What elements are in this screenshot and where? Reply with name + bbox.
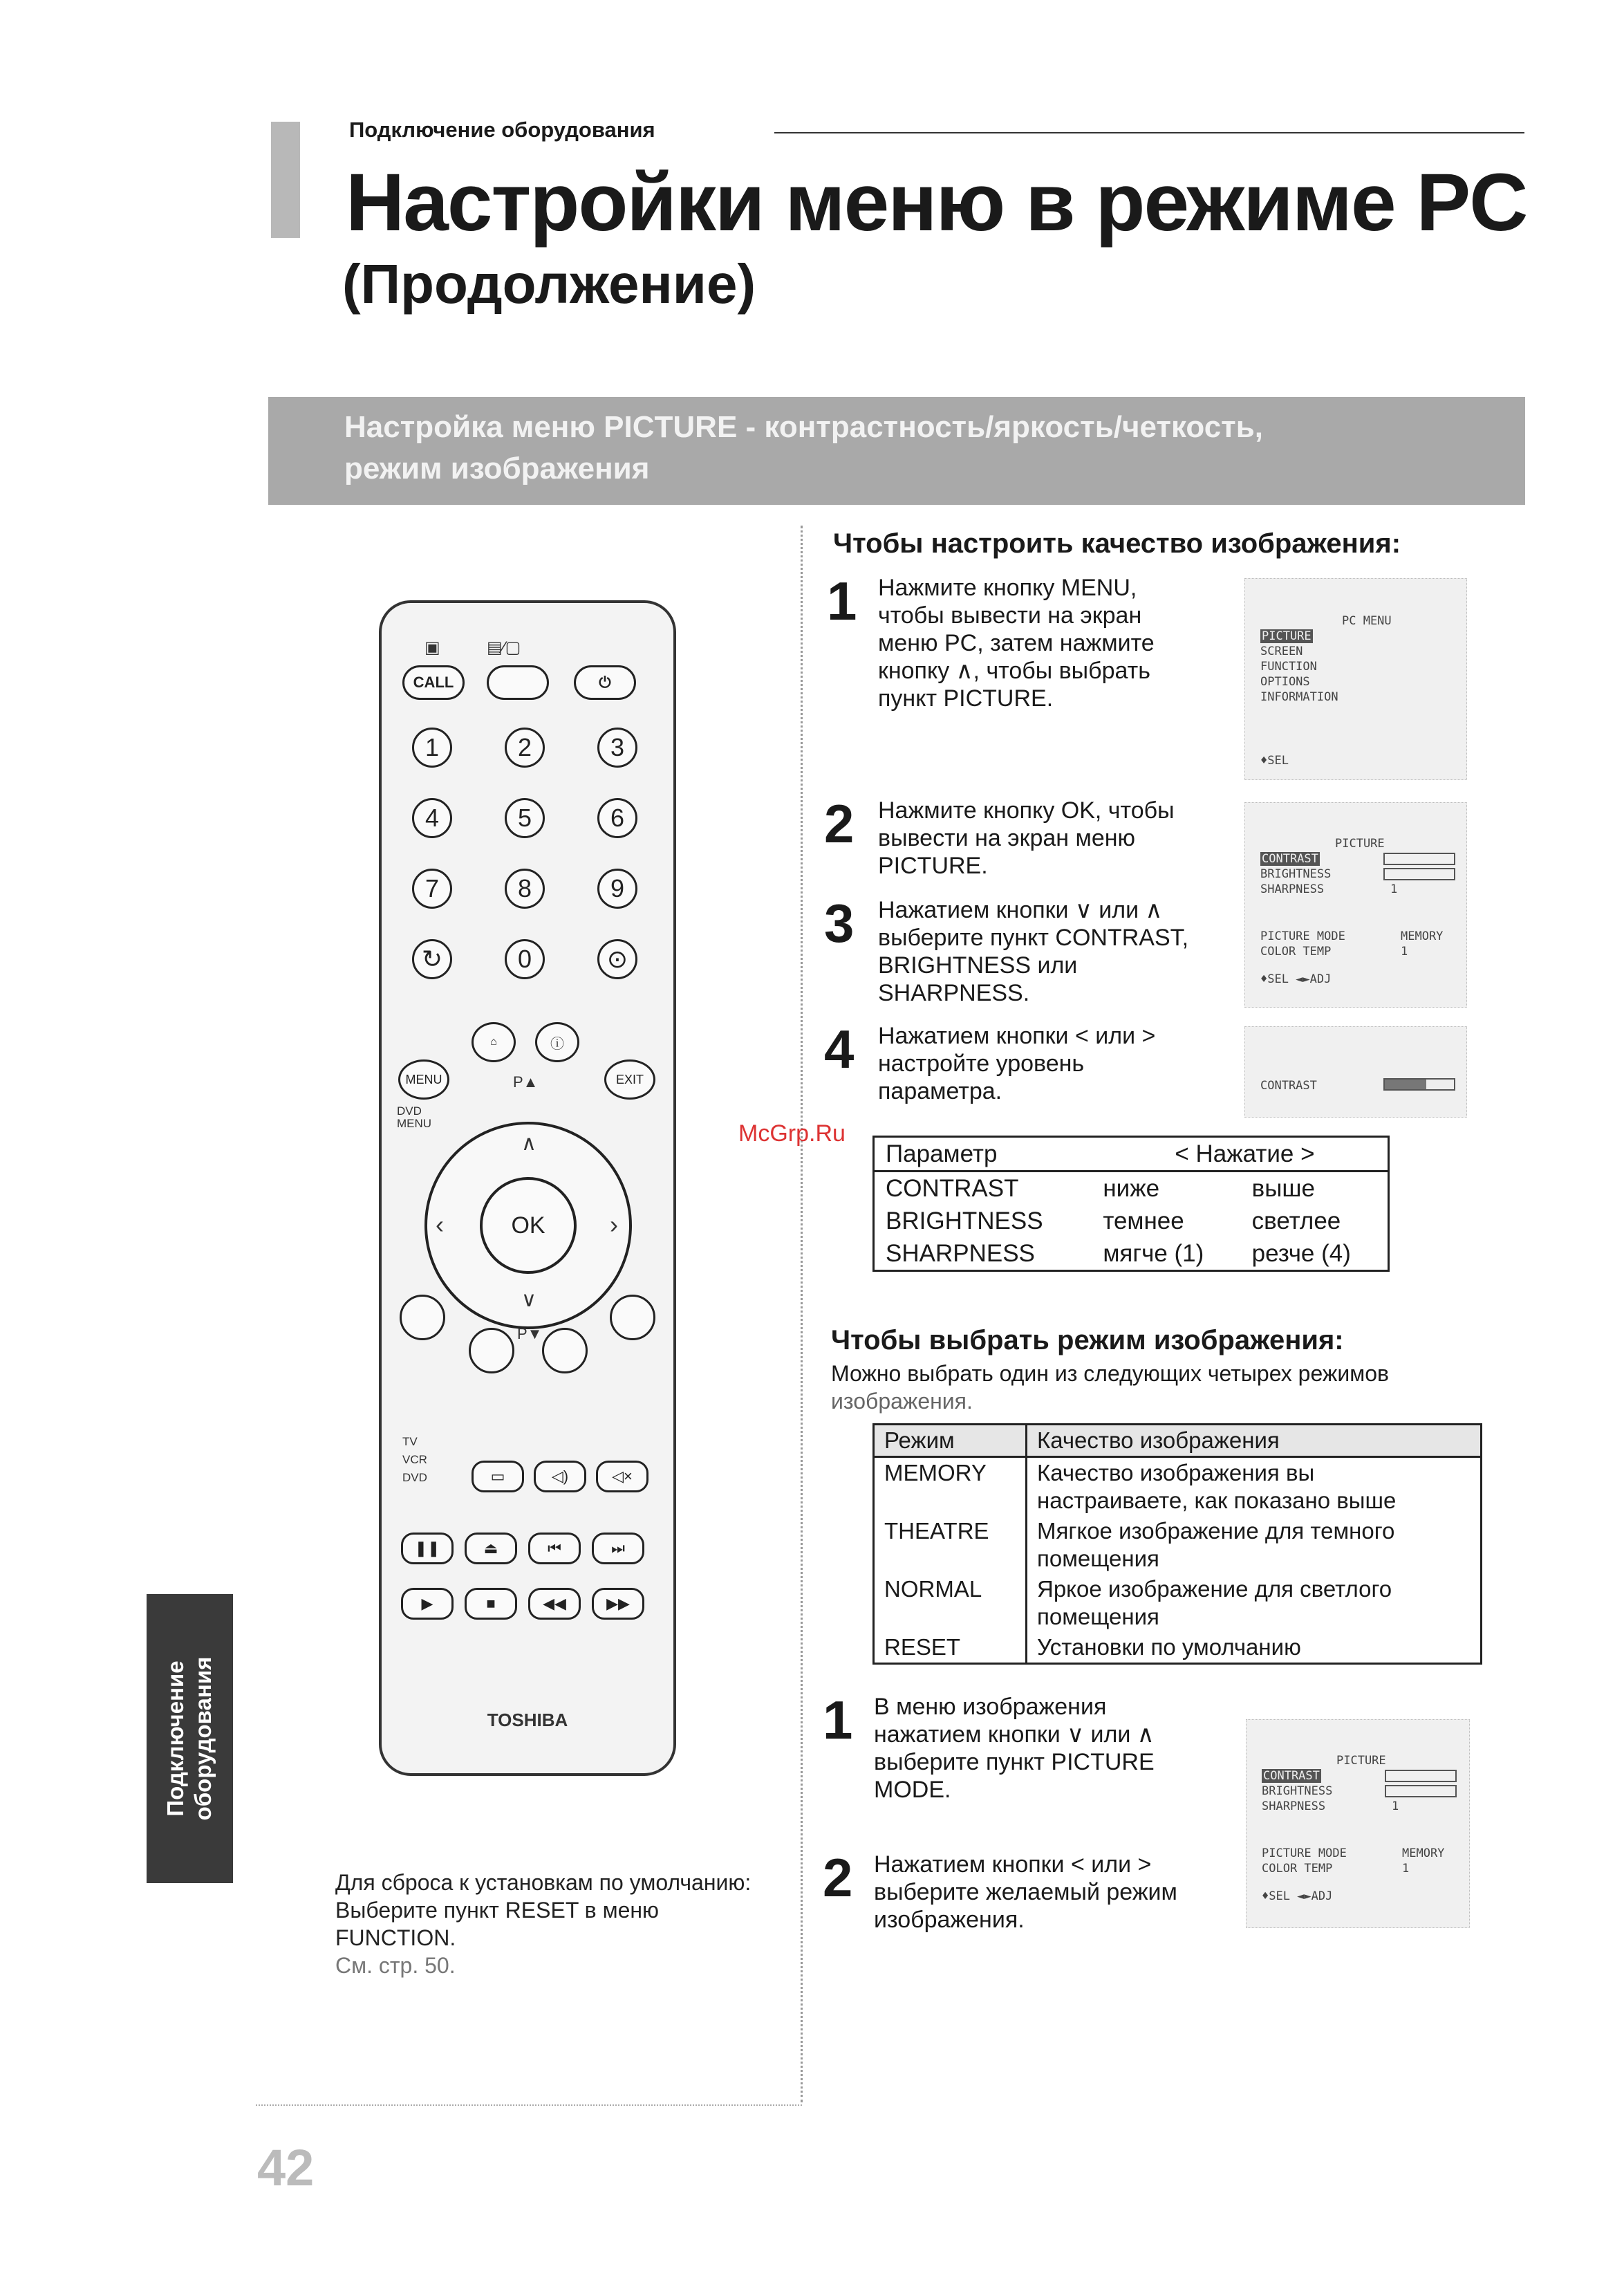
- color-temp-label: COLOR TEMP: [1260, 945, 1332, 959]
- color-button-blue: [610, 1295, 655, 1340]
- sharpness-value: 1: [1392, 1799, 1399, 1813]
- pc-menu-item: FUNCTION: [1260, 660, 1317, 674]
- num-4-button: 4: [412, 798, 452, 838]
- table-cell: BRIGHTNESS: [886, 1207, 1043, 1234]
- up-arrow-icon: ∧: [521, 1132, 536, 1155]
- step-1-line: чтобы вывести на экран: [878, 602, 1142, 629]
- down-arrow-icon: ∨: [521, 1288, 536, 1311]
- pc-menu-item: SCREEN: [1260, 645, 1303, 658]
- step-4-text: [878, 1022, 1155, 1105]
- mode-step-2-text: [874, 1851, 1177, 1934]
- picture-mode-value: MEMORY: [1401, 929, 1444, 943]
- contrast-label: CONTRAST: [1260, 1079, 1317, 1093]
- banner-line-2: режим изображения: [344, 452, 650, 485]
- num-7-button: 7: [412, 869, 452, 909]
- info-button: ⓘ: [535, 1022, 579, 1062]
- parameter-table: [872, 1136, 1390, 1272]
- step-1-line: меню PC, затем нажмите: [878, 630, 1155, 656]
- table-cell: темнее: [1103, 1207, 1184, 1234]
- recall-button: [412, 939, 452, 979]
- reset-note: [335, 1869, 805, 1979]
- mode-step-1-line: MODE.: [874, 1777, 951, 1803]
- picture-item-brightness: BRIGHTNESS: [1262, 1784, 1333, 1798]
- table-header: Качество изображения: [1027, 1425, 1482, 1457]
- num-2-button: 2: [505, 728, 545, 768]
- table-header-row: [874, 1425, 1482, 1457]
- picture-menu-title: PICTURE: [1336, 1754, 1386, 1768]
- pip-icon: ▤⁄▢: [487, 638, 521, 657]
- call-button: CALL: [402, 665, 465, 700]
- step-3-line: BRIGHTNESS или: [878, 952, 1078, 979]
- brightness-slider: [1383, 868, 1455, 880]
- table-row: [874, 1632, 1482, 1664]
- table-cell: [1027, 1632, 1482, 1664]
- desc-line: помещения: [1037, 1546, 1159, 1571]
- p-up-label: P▲: [513, 1073, 539, 1091]
- step-2-number: 2: [824, 793, 855, 854]
- contrast-adjust-slider: [1383, 1078, 1455, 1091]
- menu-button: MENU: [398, 1059, 449, 1100]
- picture-mode-table: [872, 1423, 1482, 1665]
- mode-step-1-number: 1: [823, 1689, 853, 1750]
- pc-menu-item: [1260, 629, 1313, 644]
- table-cell: [1027, 1457, 1482, 1517]
- num-3-button: 3: [597, 728, 637, 768]
- stop-button: ■: [465, 1588, 517, 1620]
- section2-intro: [831, 1360, 1389, 1415]
- switch-tv: TV: [402, 1435, 418, 1448]
- picture-item-sharpness: SHARPNESS: [1260, 882, 1325, 896]
- table-cell: выше: [1251, 1175, 1315, 1202]
- remote-control-illustration: [379, 600, 676, 1776]
- column-divider: [801, 526, 803, 2102]
- table-row: [874, 1516, 1482, 1574]
- step-2-line: PICTURE.: [878, 853, 988, 879]
- input-icon: ⊙: [606, 945, 628, 973]
- table-cell: светлее: [1251, 1207, 1341, 1234]
- section2-intro-line: Можно выбрать один из следующих четырех режимов: [831, 1361, 1389, 1386]
- step-1-text: [878, 574, 1155, 712]
- bottom-rule: [256, 2104, 802, 2106]
- step-4-line: настройте уровень: [878, 1050, 1085, 1077]
- table-cell: RESET: [874, 1632, 1027, 1664]
- table-header: Режим: [874, 1425, 1027, 1457]
- table-cell: THEATRE: [874, 1516, 1027, 1574]
- banner-line-1: Настройка меню PICTURE - контрастность/яркость/четкость,: [344, 410, 1263, 444]
- pc-menu-item-picture: PICTURE: [1262, 629, 1311, 643]
- section2-intro-line: изображения.: [831, 1389, 973, 1414]
- reset-note-line-1: Для сброса к установкам по умолчанию:: [335, 1870, 752, 1895]
- source-switch: [402, 1433, 427, 1487]
- picture-menu-footer: ♦SEL ◄►ADJ: [1260, 972, 1332, 986]
- desc-line: настраиваете, как показано выше: [1037, 1488, 1397, 1513]
- switch-dvd: DVD: [402, 1471, 427, 1484]
- section-label: Подключение оборудования: [349, 118, 655, 142]
- table-header: Параметр: [874, 1137, 1092, 1172]
- step-1-line: пункт PICTURE.: [878, 685, 1054, 712]
- fast-forward-button: ▶▶: [592, 1588, 644, 1620]
- table-cell: MEMORY: [874, 1457, 1027, 1517]
- color-button-red: [400, 1295, 445, 1340]
- mode-step-1-line: В меню изображения: [874, 1694, 1107, 1720]
- pc-menu-title: PC MENU: [1342, 614, 1392, 628]
- contrast-slider: [1383, 853, 1455, 865]
- step-1-line: кнопку ∧, чтобы выбрать: [878, 658, 1150, 684]
- desc-line: Качество изображения вы: [1037, 1460, 1315, 1485]
- step-1-number: 1: [827, 571, 857, 631]
- mode-step-1-line: выберите пункт PICTURE: [874, 1749, 1155, 1775]
- num-9-button: 9: [597, 869, 637, 909]
- picture-menu-screen: [1244, 802, 1467, 1008]
- num-0-button: 0: [505, 939, 545, 979]
- num-6-button: 6: [597, 798, 637, 838]
- step-4-number: 4: [824, 1019, 855, 1080]
- right-arrow-icon: ›: [610, 1210, 618, 1239]
- step-2-line: вывести на экран меню: [878, 825, 1136, 851]
- step-3-text: [878, 896, 1188, 1007]
- reset-note-line-2: Выберите пункт RESET в меню: [335, 1898, 660, 1923]
- teletext-icon: ▣: [424, 638, 440, 657]
- table-row: [874, 1574, 1482, 1632]
- section-banner: [268, 397, 1525, 505]
- table-cell: [1027, 1516, 1482, 1574]
- mode-step-1-text: [874, 1693, 1155, 1804]
- table-cell: [1027, 1574, 1482, 1632]
- step-3-line: SHARPNESS.: [878, 980, 1030, 1006]
- step-3-line: выберите пункт CONTRAST,: [878, 925, 1189, 951]
- section2-heading: Чтобы выбрать режим изображения:: [831, 1325, 1344, 1355]
- header-accent-bar: [271, 122, 300, 238]
- table-cell: мягче (1): [1103, 1240, 1204, 1267]
- brand-logo: TOSHIBA: [487, 1710, 568, 1730]
- quick-button: ⌂: [472, 1022, 516, 1062]
- pip-button: [487, 665, 549, 700]
- rewind-button: ◀◀: [528, 1588, 581, 1620]
- reset-note-line-3: FUNCTION.: [335, 1925, 456, 1950]
- section1-heading: Чтобы настроить качество изображения:: [833, 528, 1401, 559]
- page-number: 42: [257, 2139, 315, 2196]
- picture-mode-value: MEMORY: [1402, 1846, 1445, 1860]
- color-temp-value: 1: [1402, 1862, 1410, 1876]
- exit-button: EXIT: [604, 1059, 655, 1100]
- section-side-tab: [147, 1594, 233, 1883]
- picture-mode-screen: [1246, 1719, 1470, 1928]
- picture-item-brightness: BRIGHTNESS: [1260, 867, 1332, 881]
- picture-mode-label: PICTURE MODE: [1262, 1846, 1347, 1860]
- picture-item-contrast: [1260, 851, 1320, 867]
- table-cell: ниже: [1103, 1175, 1160, 1202]
- desc-line: Установки по умолчанию: [1037, 1634, 1301, 1660]
- power-icon: ⏻: [599, 674, 611, 691]
- picture-item-contrast: [1262, 1768, 1321, 1784]
- step-4-line: Нажатием кнопки < или >: [878, 1023, 1156, 1049]
- table-row: [874, 1205, 1389, 1237]
- table-row: [874, 1237, 1389, 1271]
- pc-menu-footer: ♦SEL: [1260, 754, 1289, 768]
- table-header-row: [874, 1137, 1389, 1172]
- pc-menu-item: OPTIONS: [1260, 675, 1310, 689]
- play-button: ▶: [401, 1588, 454, 1620]
- ok-button: OK: [480, 1177, 577, 1274]
- table-cell: резче (4): [1251, 1240, 1351, 1267]
- mode-step-2-line: Нажатием кнопки < или >: [874, 1851, 1152, 1878]
- contrast-slider: [1385, 1770, 1457, 1782]
- step-4-line: параметра.: [878, 1078, 1002, 1104]
- picture-menu-footer: ♦SEL ◄►ADJ: [1262, 1889, 1333, 1903]
- table-row: [874, 1457, 1482, 1517]
- watermark: McGrp.Ru: [738, 1120, 846, 1147]
- step-2-line: Нажмите кнопку OK, чтобы: [878, 797, 1175, 824]
- color-button-green: [469, 1328, 514, 1373]
- left-arrow-icon: ‹: [436, 1210, 444, 1239]
- num-5-button: 5: [505, 798, 545, 838]
- desc-line: помещения: [1037, 1604, 1159, 1629]
- section-rule: [774, 132, 1524, 133]
- picture-menu-title: PICTURE: [1335, 837, 1385, 851]
- eject-button: ⏏: [465, 1533, 517, 1564]
- mute-icon: ◁×: [612, 1468, 633, 1485]
- table-row: [874, 1172, 1389, 1205]
- step-2-text: [878, 797, 1175, 880]
- picture-item-contrast-label: CONTRAST: [1263, 1769, 1320, 1783]
- table-header: < Нажатие >: [1092, 1137, 1388, 1172]
- mode-step-2-line: выберите желаемый режим: [874, 1879, 1177, 1905]
- brightness-slider: [1385, 1785, 1457, 1797]
- reset-note-line-4: См. стр. 50.: [335, 1953, 456, 1978]
- pc-menu-item: INFORMATION: [1260, 690, 1338, 704]
- input-button: [597, 939, 637, 979]
- mode-step-2-line: изображения.: [874, 1907, 1025, 1933]
- step-3-line: Нажатием кнопки ∨ или ∧: [878, 897, 1163, 923]
- p-down-label: P▼: [517, 1325, 543, 1342]
- dvd-menu-label: DVD MENU: [397, 1104, 432, 1130]
- picture-item-contrast-label: CONTRAST: [1262, 852, 1318, 866]
- volume-button: ◁): [534, 1461, 586, 1492]
- picture-item-sharpness: SHARPNESS: [1262, 1799, 1326, 1813]
- picture-mode-label: PICTURE MODE: [1260, 929, 1345, 943]
- page-title: Настройки меню в режиме PC: [346, 157, 1527, 248]
- desc-line: Яркое изображение для светлого: [1037, 1576, 1392, 1602]
- switch-vcr: VCR: [402, 1453, 427, 1466]
- power-button: [574, 665, 636, 700]
- table-cell: CONTRAST: [886, 1175, 1019, 1202]
- num-1-button: 1: [412, 728, 452, 768]
- contrast-adjust-screen: [1244, 1026, 1467, 1118]
- color-temp-value: 1: [1401, 945, 1408, 959]
- desc-line: Мягкое изображение для темного: [1037, 1518, 1395, 1544]
- step-1-line: Нажмите кнопку MENU,: [878, 575, 1137, 601]
- color-temp-label: COLOR TEMP: [1262, 1862, 1333, 1876]
- side-tab-line-1: Подключение: [162, 1660, 188, 1817]
- pause-button: ❚❚: [401, 1533, 454, 1564]
- page-subtitle: (Продолжение): [342, 253, 756, 315]
- pc-menu-screen: [1244, 578, 1467, 780]
- recall-icon: ↻: [421, 945, 443, 973]
- skip-back-button: ⏮: [528, 1533, 581, 1564]
- sharpness-value: 1: [1390, 882, 1398, 896]
- table-cell: SHARPNESS: [886, 1240, 1035, 1267]
- step-3-number: 3: [824, 893, 855, 954]
- mode-step-1-line: нажатием кнопки ∨ или ∧: [874, 1721, 1155, 1748]
- audio-button: ▭: [472, 1461, 524, 1492]
- table-cell: NORMAL: [874, 1574, 1027, 1632]
- side-tab-line-2: оборудования: [190, 1656, 216, 1821]
- skip-forward-button: ⏭: [592, 1533, 644, 1564]
- color-button-yellow: [542, 1328, 588, 1373]
- num-8-button: 8: [505, 869, 545, 909]
- mute-button: [596, 1461, 648, 1492]
- mode-step-2-number: 2: [823, 1847, 853, 1908]
